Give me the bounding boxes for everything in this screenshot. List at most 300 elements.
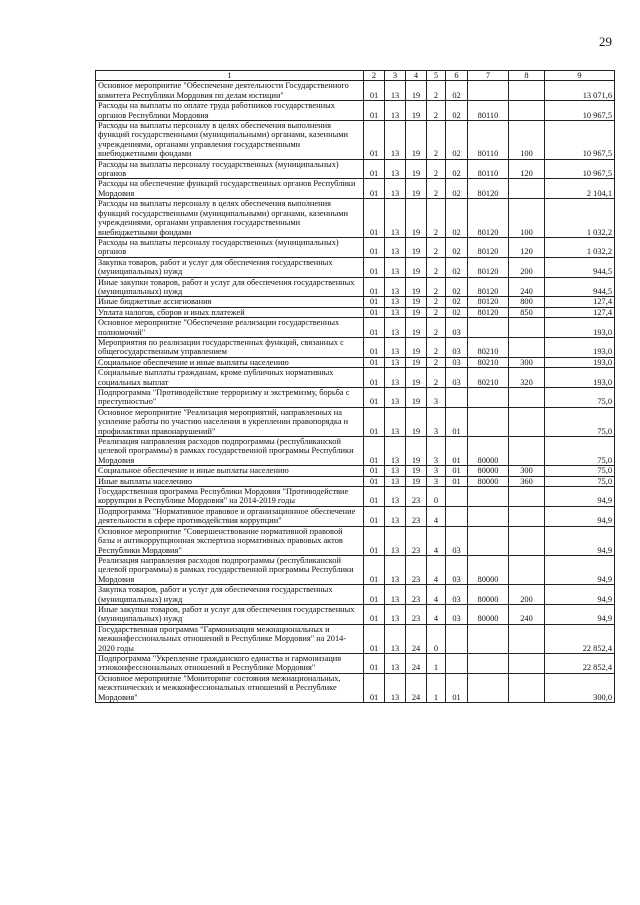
row-code-2: 01 — [364, 476, 385, 486]
row-code-8: 120 — [509, 159, 545, 179]
row-code-5: 2 — [427, 199, 446, 238]
row-code-2: 01 — [364, 585, 385, 605]
row-amount: 300,0 — [545, 673, 615, 702]
row-name: Основное мероприятие "Обеспечение реализации государственных полномочий" — [96, 318, 364, 338]
row-code-4: 19 — [406, 179, 427, 199]
row-code-4: 24 — [406, 624, 427, 653]
row-code-3: 13 — [385, 199, 406, 238]
row-code-5: 3 — [427, 437, 446, 466]
row-code-6: 02 — [446, 307, 468, 317]
row-code-7: 80120 — [468, 277, 509, 297]
row-code-7 — [468, 653, 509, 673]
row-code-7: 80000 — [468, 604, 509, 624]
row-code-6: 03 — [446, 357, 468, 367]
row-code-4: 23 — [406, 585, 427, 605]
row-code-7: 80210 — [468, 357, 509, 367]
row-code-7 — [468, 81, 509, 101]
row-code-4: 24 — [406, 673, 427, 702]
column-header: 5 — [427, 71, 446, 81]
row-code-7: 80110 — [468, 101, 509, 121]
row-code-8 — [509, 337, 545, 357]
table-row — [96, 368, 615, 388]
row-amount: 94,9 — [545, 506, 615, 526]
row-code-6: 02 — [446, 101, 468, 121]
table-row — [96, 297, 615, 307]
row-code-5: 2 — [427, 297, 446, 307]
row-code-7: 80120 — [468, 257, 509, 277]
row-code-8 — [509, 506, 545, 526]
row-code-8 — [509, 673, 545, 702]
row-code-2: 01 — [364, 257, 385, 277]
row-code-4: 19 — [406, 476, 427, 486]
table-row — [96, 388, 615, 408]
row-code-2: 01 — [364, 318, 385, 338]
row-code-7 — [468, 624, 509, 653]
table-row — [96, 526, 615, 555]
row-code-6: 02 — [446, 297, 468, 307]
row-code-6 — [446, 487, 468, 507]
row-code-5: 2 — [427, 159, 446, 179]
row-code-5: 2 — [427, 277, 446, 297]
row-code-3: 13 — [385, 237, 406, 257]
row-code-7: 80000 — [468, 555, 509, 584]
column-header: 4 — [406, 71, 427, 81]
row-code-3: 13 — [385, 476, 406, 486]
row-code-4: 19 — [406, 368, 427, 388]
row-amount: 94,9 — [545, 487, 615, 507]
row-code-4: 19 — [406, 297, 427, 307]
row-amount: 944,5 — [545, 277, 615, 297]
row-code-4: 19 — [406, 466, 427, 476]
row-amount: 75,0 — [545, 476, 615, 486]
row-code-8 — [509, 624, 545, 653]
row-code-2: 01 — [364, 526, 385, 555]
table-row — [96, 487, 615, 507]
row-amount: 75,0 — [545, 388, 615, 408]
row-name: Основное мероприятие "Обеспечение деятельности Государственного комитета Республики Мордовия по делам юстиции" — [96, 81, 364, 101]
row-amount: 944,5 — [545, 257, 615, 277]
row-amount: 94,9 — [545, 526, 615, 555]
row-name: Подпрограмма "Противодействие терроризму и экстремизму, борьба с преступностью" — [96, 388, 364, 408]
table-row — [96, 159, 615, 179]
row-code-6: 01 — [446, 476, 468, 486]
table-row — [96, 357, 615, 367]
row-code-5: 2 — [427, 357, 446, 367]
row-amount: 2 104,1 — [545, 179, 615, 199]
row-code-4: 23 — [406, 555, 427, 584]
row-code-3: 13 — [385, 407, 406, 436]
row-code-3: 13 — [385, 179, 406, 199]
row-code-5: 2 — [427, 81, 446, 101]
row-amount: 22 852,4 — [545, 624, 615, 653]
row-code-5: 4 — [427, 555, 446, 584]
row-code-8: 200 — [509, 585, 545, 605]
row-code-7: 80210 — [468, 368, 509, 388]
row-code-4: 19 — [406, 388, 427, 408]
row-code-7: 80000 — [468, 437, 509, 466]
table-row — [96, 673, 615, 702]
row-code-6: 02 — [446, 81, 468, 101]
row-amount: 22 852,4 — [545, 653, 615, 673]
table-row — [96, 437, 615, 466]
row-code-5: 2 — [427, 121, 446, 160]
row-amount: 193,0 — [545, 357, 615, 367]
row-code-2: 01 — [364, 297, 385, 307]
row-code-6 — [446, 388, 468, 408]
column-header: 1 — [96, 71, 364, 81]
row-code-3: 13 — [385, 257, 406, 277]
row-code-5: 4 — [427, 585, 446, 605]
row-code-7: 80110 — [468, 121, 509, 160]
row-code-7: 80000 — [468, 476, 509, 486]
row-code-8: 240 — [509, 277, 545, 297]
row-amount: 1 032,2 — [545, 237, 615, 257]
row-code-3: 13 — [385, 159, 406, 179]
row-amount: 127,4 — [545, 307, 615, 317]
row-code-3: 13 — [385, 357, 406, 367]
row-code-5: 2 — [427, 337, 446, 357]
row-code-8: 100 — [509, 199, 545, 238]
row-code-2: 01 — [364, 337, 385, 357]
row-amount: 75,0 — [545, 466, 615, 476]
table-row — [96, 121, 615, 160]
row-code-6: 02 — [446, 159, 468, 179]
table-row — [96, 237, 615, 257]
column-header: 9 — [545, 71, 615, 81]
row-code-2: 01 — [364, 624, 385, 653]
row-code-5: 3 — [427, 388, 446, 408]
row-code-6: 03 — [446, 585, 468, 605]
row-amount: 193,0 — [545, 368, 615, 388]
row-name: Подпрограмма "Нормативное правовое и организационное обеспечение деятельности в сфере противодействия коррупции" — [96, 506, 364, 526]
table-row — [96, 624, 615, 653]
row-code-3: 13 — [385, 624, 406, 653]
row-amount: 94,9 — [545, 604, 615, 624]
row-code-4: 19 — [406, 357, 427, 367]
row-amount: 127,4 — [545, 297, 615, 307]
row-name: Подпрограмма "Укрепление гражданского единства и гармонизация этноконфессиональных отношений в Республике Мордовия" — [96, 653, 364, 673]
table-header-row — [96, 71, 615, 81]
row-name: Расходы на выплаты персоналу в целях обеспечения выполнения функций государственными (муниципальными) органами, казенными учреждениями, органами управления государственными внебюджетными фондами — [96, 121, 364, 160]
row-name: Основное мероприятие "Реализация мероприятий, направленных на усиление работы по участию населения в укреплении правопорядка и профилактики правонарушений" — [96, 407, 364, 436]
row-code-5: 4 — [427, 604, 446, 624]
row-code-5: 2 — [427, 307, 446, 317]
table-row — [96, 318, 615, 338]
row-code-4: 19 — [406, 337, 427, 357]
column-header: 6 — [446, 71, 468, 81]
table-row — [96, 506, 615, 526]
row-name: Иные закупки товаров, работ и услуг для обеспечения государственных (муниципальных) нужд — [96, 277, 364, 297]
row-code-7 — [468, 388, 509, 408]
row-code-7: 80110 — [468, 159, 509, 179]
row-name: Закупка товаров, работ и услуг для обеспечения государственных (муниципальных) нужд — [96, 585, 364, 605]
row-code-4: 19 — [406, 257, 427, 277]
row-code-8: 300 — [509, 466, 545, 476]
row-code-2: 01 — [364, 506, 385, 526]
row-code-2: 01 — [364, 673, 385, 702]
row-code-8: 240 — [509, 604, 545, 624]
row-code-3: 13 — [385, 337, 406, 357]
row-amount: 75,0 — [545, 437, 615, 466]
row-code-2: 01 — [364, 604, 385, 624]
row-code-6: 03 — [446, 555, 468, 584]
row-code-5: 2 — [427, 237, 446, 257]
row-name: Мероприятия по реализации государственных функций, связанных с общегосударственным управлением — [96, 337, 364, 357]
row-amount: 10 967,5 — [545, 121, 615, 160]
row-amount: 10 967,5 — [545, 159, 615, 179]
row-amount: 94,9 — [545, 555, 615, 584]
budget-table — [95, 70, 615, 703]
row-code-6: 01 — [446, 437, 468, 466]
row-name: Расходы на выплаты персоналу государственных (муниципальных) органов — [96, 159, 364, 179]
row-code-5: 1 — [427, 653, 446, 673]
row-code-4: 19 — [406, 199, 427, 238]
row-code-4: 19 — [406, 159, 427, 179]
table-row — [96, 277, 615, 297]
row-name: Реализация направления расходов подпрограммы (республиканской целевой программы) в рамках государственной программы Республики Мордовия — [96, 437, 364, 466]
row-code-3: 13 — [385, 604, 406, 624]
row-code-6: 02 — [446, 277, 468, 297]
table-row — [96, 476, 615, 486]
row-code-6: 03 — [446, 526, 468, 555]
table-row — [96, 257, 615, 277]
row-code-2: 01 — [364, 101, 385, 121]
row-code-2: 01 — [364, 237, 385, 257]
row-code-2: 01 — [364, 277, 385, 297]
row-code-8 — [509, 487, 545, 507]
row-code-2: 01 — [364, 179, 385, 199]
row-code-3: 13 — [385, 506, 406, 526]
row-code-7 — [468, 318, 509, 338]
row-code-4: 19 — [406, 81, 427, 101]
row-code-6: 02 — [446, 179, 468, 199]
row-code-2: 01 — [364, 121, 385, 160]
row-code-2: 01 — [364, 159, 385, 179]
row-code-4: 19 — [406, 101, 427, 121]
row-code-2: 01 — [364, 466, 385, 476]
row-code-8: 100 — [509, 121, 545, 160]
row-code-3: 13 — [385, 653, 406, 673]
row-code-2: 01 — [364, 555, 385, 584]
table-row — [96, 199, 615, 238]
row-code-6: 02 — [446, 199, 468, 238]
row-code-7 — [468, 487, 509, 507]
row-code-4: 19 — [406, 407, 427, 436]
row-code-2: 01 — [364, 307, 385, 317]
row-code-4: 19 — [406, 307, 427, 317]
row-code-3: 13 — [385, 277, 406, 297]
row-name: Иные бюджетные ассигнования — [96, 297, 364, 307]
row-amount: 10 967,5 — [545, 101, 615, 121]
row-code-7 — [468, 673, 509, 702]
row-code-7: 80120 — [468, 199, 509, 238]
row-code-4: 19 — [406, 121, 427, 160]
row-code-2: 01 — [364, 437, 385, 466]
table-row — [96, 307, 615, 317]
row-code-8: 300 — [509, 357, 545, 367]
column-header: 3 — [385, 71, 406, 81]
row-name: Уплата налогов, сборов и иных платежей — [96, 307, 364, 317]
row-code-3: 13 — [385, 101, 406, 121]
row-code-3: 13 — [385, 487, 406, 507]
row-code-2: 01 — [364, 368, 385, 388]
column-header: 8 — [509, 71, 545, 81]
row-code-5: 2 — [427, 318, 446, 338]
row-code-3: 13 — [385, 555, 406, 584]
row-code-3: 13 — [385, 121, 406, 160]
row-code-2: 01 — [364, 199, 385, 238]
row-name: Расходы на обеспечение функций государственных органов Республики Мордовия — [96, 179, 364, 199]
row-code-8 — [509, 653, 545, 673]
row-code-3: 13 — [385, 673, 406, 702]
row-code-5: 0 — [427, 487, 446, 507]
row-code-6: 03 — [446, 604, 468, 624]
row-name: Социальное обеспечение и иные выплаты населению — [96, 466, 364, 476]
row-code-7 — [468, 526, 509, 555]
row-code-8 — [509, 555, 545, 584]
row-code-6 — [446, 653, 468, 673]
row-name: Государственная программа "Гармонизация межнациональных и межконфессиональных отношений в Республике Мордовия" на 2014-2020 годы — [96, 624, 364, 653]
row-code-7: 80000 — [468, 466, 509, 476]
table-row — [96, 81, 615, 101]
row-code-2: 01 — [364, 357, 385, 367]
row-code-8 — [509, 388, 545, 408]
row-code-4: 23 — [406, 604, 427, 624]
row-code-6: 02 — [446, 237, 468, 257]
row-code-8: 360 — [509, 476, 545, 486]
row-code-3: 13 — [385, 307, 406, 317]
table-row — [96, 585, 615, 605]
row-code-4: 19 — [406, 318, 427, 338]
row-name: Расходы на выплаты по оплате труда работников государственных органов Республики Мордовия — [96, 101, 364, 121]
table-row — [96, 466, 615, 476]
row-code-2: 01 — [364, 407, 385, 436]
row-code-8 — [509, 407, 545, 436]
row-code-5: 3 — [427, 466, 446, 476]
row-code-6: 02 — [446, 121, 468, 160]
row-code-6: 03 — [446, 337, 468, 357]
row-code-4: 19 — [406, 237, 427, 257]
row-code-3: 13 — [385, 81, 406, 101]
row-name: Государственная программа Республики Мордовия "Противодействие коррупции в Республике Мордовия" на 2014-2019 годы — [96, 487, 364, 507]
row-code-7: 80120 — [468, 297, 509, 307]
row-code-5: 3 — [427, 476, 446, 486]
row-code-6: 01 — [446, 407, 468, 436]
row-code-7: 80000 — [468, 585, 509, 605]
row-code-4: 19 — [406, 277, 427, 297]
column-header: 2 — [364, 71, 385, 81]
row-code-5: 2 — [427, 257, 446, 277]
row-code-7: 80120 — [468, 237, 509, 257]
row-code-8: 320 — [509, 368, 545, 388]
row-code-5: 3 — [427, 407, 446, 436]
row-code-3: 13 — [385, 388, 406, 408]
row-name: Закупка товаров, работ и услуг для обеспечения государственных (муниципальных) нужд — [96, 257, 364, 277]
row-code-3: 13 — [385, 368, 406, 388]
row-code-8 — [509, 179, 545, 199]
row-code-3: 13 — [385, 585, 406, 605]
row-amount: 94,9 — [545, 585, 615, 605]
row-amount: 13 071,6 — [545, 81, 615, 101]
row-name: Расходы на выплаты персоналу государственных (муниципальных) органов — [96, 237, 364, 257]
row-code-6: 02 — [446, 257, 468, 277]
row-name: Основное мероприятие "Мониторинг состояния межнациональных, межэтнических и межконфессиональных отношений в Республике Мордовия" — [96, 673, 364, 702]
row-name: Расходы на выплаты персоналу в целях обеспечения выполнения функций государственными (муниципальными) органами, казенными учреждениями, органами управления государственными внебюджетными фондами — [96, 199, 364, 238]
column-header: 7 — [468, 71, 509, 81]
row-code-7 — [468, 407, 509, 436]
row-code-3: 13 — [385, 466, 406, 476]
row-code-6 — [446, 506, 468, 526]
row-name: Социальные выплаты гражданам, кроме публичных нормативных социальных выплат — [96, 368, 364, 388]
row-code-6: 01 — [446, 466, 468, 476]
row-code-7 — [468, 506, 509, 526]
row-code-2: 01 — [364, 653, 385, 673]
row-code-8 — [509, 81, 545, 101]
table-body — [96, 81, 615, 703]
row-code-8: 120 — [509, 237, 545, 257]
row-code-8: 800 — [509, 297, 545, 307]
row-name: Основное мероприятие "Совершенствование нормативной правовой базы и антикоррупционная экспертиза нормативных правовых актов Республики Мордовия" — [96, 526, 364, 555]
row-code-5: 1 — [427, 673, 446, 702]
row-code-3: 13 — [385, 297, 406, 307]
table-row — [96, 407, 615, 436]
row-code-7: 80120 — [468, 179, 509, 199]
row-code-4: 24 — [406, 653, 427, 673]
row-code-4: 23 — [406, 526, 427, 555]
row-code-2: 01 — [364, 81, 385, 101]
row-code-8 — [509, 101, 545, 121]
row-name: Иные закупки товаров, работ и услуг для обеспечения государственных (муниципальных) нужд — [96, 604, 364, 624]
row-code-6: 01 — [446, 673, 468, 702]
row-code-4: 23 — [406, 506, 427, 526]
row-amount: 75,0 — [545, 407, 615, 436]
row-amount: 1 032,2 — [545, 199, 615, 238]
row-code-8 — [509, 437, 545, 466]
row-code-3: 13 — [385, 437, 406, 466]
row-code-8: 850 — [509, 307, 545, 317]
row-amount: 193,0 — [545, 318, 615, 338]
row-amount: 193,0 — [545, 337, 615, 357]
row-code-3: 13 — [385, 526, 406, 555]
table-row — [96, 179, 615, 199]
page-number: 29 — [599, 34, 612, 49]
row-code-5: 4 — [427, 506, 446, 526]
row-code-2: 01 — [364, 388, 385, 408]
row-code-5: 4 — [427, 526, 446, 555]
table-row — [96, 101, 615, 121]
row-code-4: 23 — [406, 487, 427, 507]
row-code-8 — [509, 318, 545, 338]
table-row — [96, 653, 615, 673]
table-row — [96, 555, 615, 584]
row-code-7: 80210 — [468, 337, 509, 357]
table-row — [96, 604, 615, 624]
row-code-6: 03 — [446, 318, 468, 338]
row-name: Социальное обеспечение и иные выплаты населению — [96, 357, 364, 367]
row-code-8 — [509, 526, 545, 555]
row-code-6: 03 — [446, 368, 468, 388]
row-code-8: 200 — [509, 257, 545, 277]
row-code-4: 19 — [406, 437, 427, 466]
row-code-5: 0 — [427, 624, 446, 653]
row-code-7: 80120 — [468, 307, 509, 317]
row-code-5: 2 — [427, 101, 446, 121]
table-row — [96, 337, 615, 357]
row-code-5: 2 — [427, 368, 446, 388]
row-name: Реализация направления расходов подпрограммы (республиканской целевой программы) в рамках государственной программы Республики Мордовия — [96, 555, 364, 584]
row-name: Иные выплаты населению — [96, 476, 364, 486]
row-code-2: 01 — [364, 487, 385, 507]
